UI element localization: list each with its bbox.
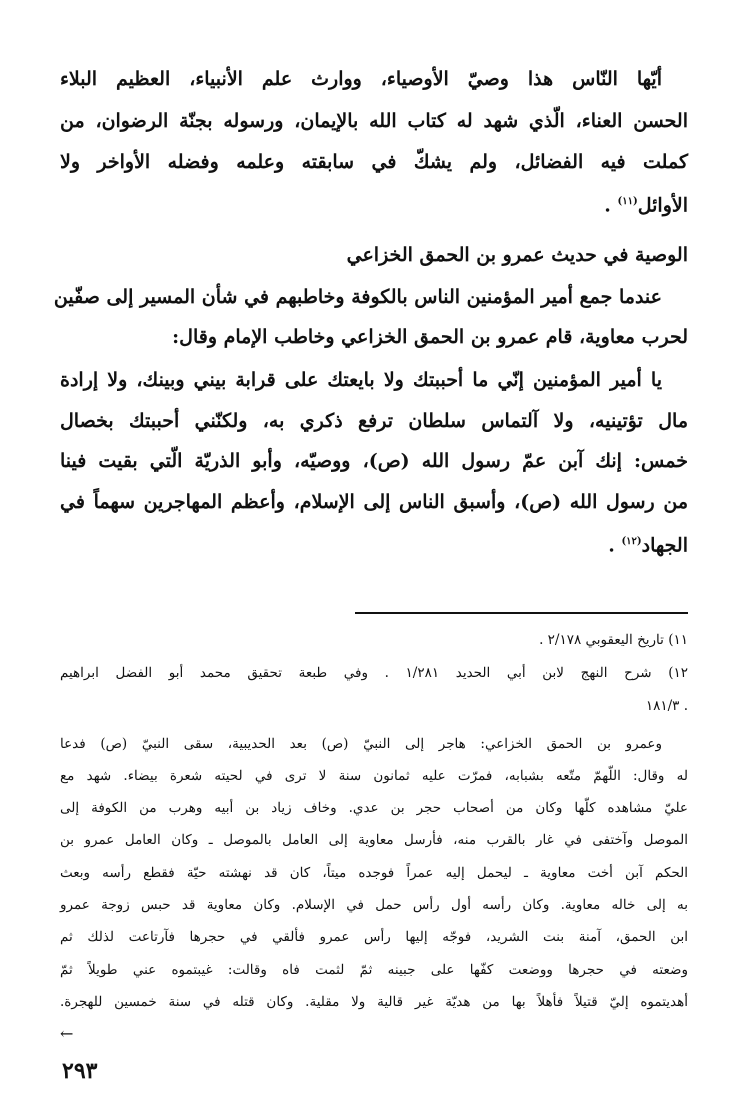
section-heading: الوصية في حديث عمرو بن الحمق الخزاعي xyxy=(346,244,688,266)
bio-note-line: الحكم آبن أخت معاوية ـ ليحمل إليه عمراً فوجده ميتاً، كان قد نهشته حيّة فقطع رأسه وبعث xyxy=(60,865,688,881)
main-text: الأوائل xyxy=(637,194,688,217)
footnote: ١٢) شرح النهج لابن أبي الحديد ١/٢٨١ . وفي طبعة تحقيق محمد أبو الفضل ابراهيم xyxy=(60,665,688,681)
main-line-last: الجهاد$^{(١٢)}$ . xyxy=(608,534,688,557)
bio-note-line: له وقال: اللّهمّ متّعه بشبابه، فمرّت عليه ثمانون سنة لا ترى في لحيته شعرة بيضاء. شهد مع xyxy=(60,768,688,784)
bio-note-line: وضعته في حجرها ووضعت كفّها على جبينه ثمّ لثمت فاه وقالت: غيبتموه عني طويلاً ثمّ xyxy=(60,962,688,978)
footnote-separator xyxy=(355,612,688,614)
main-line: عندما جمع أمير المؤمنين الناس بالكوفة وخاطبهم في شأن المسير إلى صفّين xyxy=(53,286,662,308)
bio-note-line: ابن الحمق، آمنة بنت الشريد، فوجّه إليها رأس عمرو فألقي في حجرها فآرتاعت لذلك ثم xyxy=(60,929,688,945)
bio-note-line: عليّ مشاهده كلّها وكان من أصحاب حجر بن عدي. وخاف زياد بن أبيه وهرب من الكوفة إلى xyxy=(60,800,688,816)
main-line: يا أمير المؤمنين إنّي ما أحببتك ولا بايعتك على قرابة بيني وبينك، ولا إرادة xyxy=(60,369,662,391)
main-line: كملت فيه الفضائل، ولم يشكّ في سابقته وعلمه وفضله الأواخر ولا xyxy=(60,151,688,173)
main-line: خمس: إنك آبن عمّ رسول الله (ص)، ووصيّه، وأبو الذريّة الّتي بقيت فينا xyxy=(60,450,688,472)
main-line: مال تؤتينيه، ولا آلتماس سلطان ترفع ذكري به، ولكنّني أحببتك بخصال xyxy=(60,410,688,432)
footnote-ref: (١١) xyxy=(617,196,638,207)
main-text: الجهاد xyxy=(641,534,688,557)
continuation-arrow-icon: ← xyxy=(60,1024,74,1043)
main-line-last: الأوائل$^{(١١)}$ . xyxy=(604,194,688,217)
bio-note-line: وعمرو بن الحمق الخزاعي: هاجر إلى النبيّ (ص) بعد الحديبية، سقى النبيّ (ص) فدعا xyxy=(60,736,662,752)
main-line: أيّها النّاس هذا وصيّ الأوصياء، ووارث علم الأنبياء، العظيم البلاء xyxy=(60,68,662,90)
footnote: . ١٨١/٣ xyxy=(645,698,688,714)
main-line: لحرب معاوية، قام عمرو بن الحمق الخزاعي وخاطب الإمام وقال: xyxy=(172,326,688,348)
main-line: من رسول الله (ص)، وأسبق الناس إلى الإسلام، وأعظم المهاجرين سهماً في xyxy=(60,491,688,513)
bio-note-line: به إلى خاله معاوية. وكان رأسه أول رأس حمل في الإسلام. وكان معاوية قد حبس زوجة عمرو xyxy=(60,897,688,913)
main-line: الحسن العناء، الّذي شهد له كتاب الله بالإيمان، ورسوله بجنّة الرضوان، من xyxy=(60,110,688,132)
footnote: ١١) تاريخ اليعقوبي ٢/١٧٨ . xyxy=(539,632,688,648)
page-number: ٢٩٣ xyxy=(62,1058,98,1084)
bio-note-line: الموصل وآختفى في غار بالقرب منه، فأرسل معاوية إلى العامل بالموصل ـ وكان العامل عمرو بن xyxy=(60,832,688,848)
bio-note-line: أهديتموه إليّ قتيلاً فأهلاً بها من هديّة غير قالية ولا مقلية. وكان قتله في سنة خمسين للهجرة. xyxy=(60,994,688,1010)
footnote-ref: (١٢) xyxy=(621,536,642,547)
